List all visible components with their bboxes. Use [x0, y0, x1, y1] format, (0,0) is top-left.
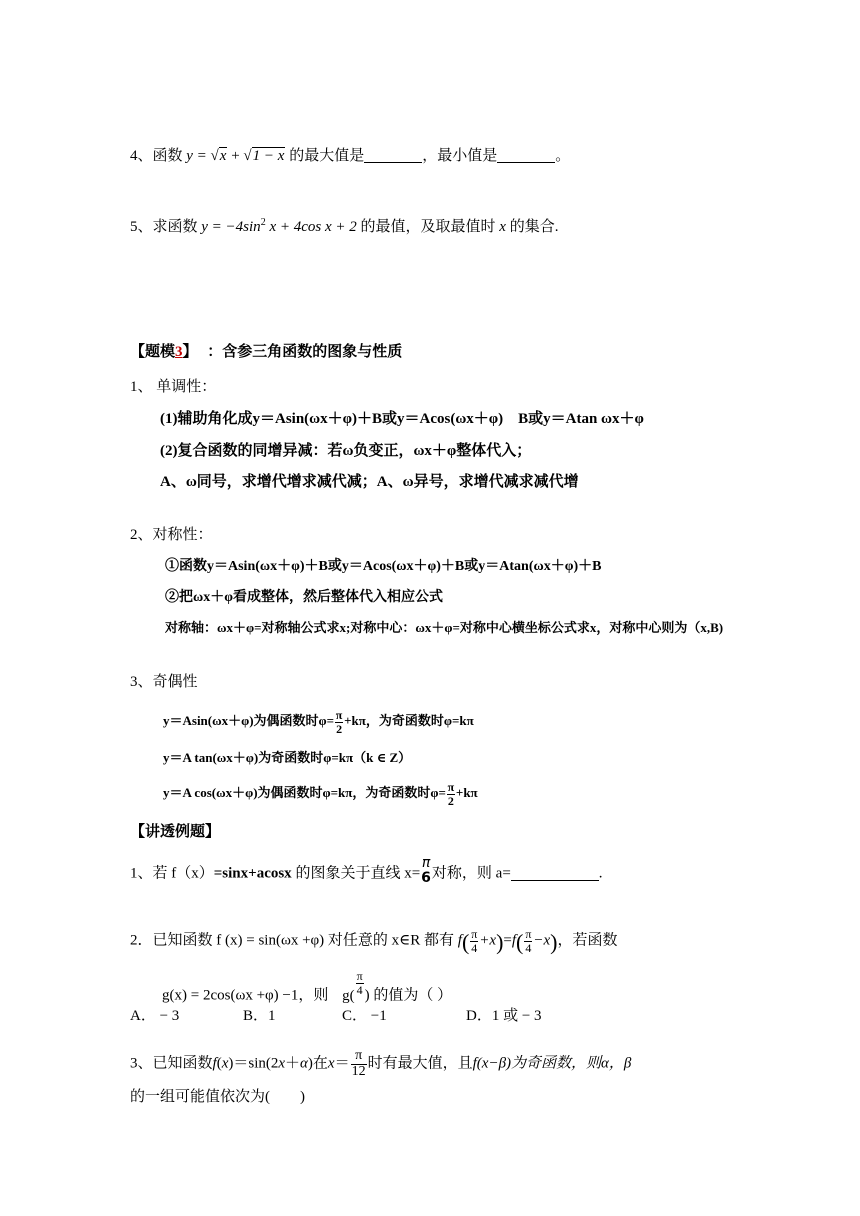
ex1-text-c: 的图象关于直线 x= [295, 865, 421, 882]
ex3-f: f [212, 1055, 217, 1072]
q5-sup: 2 [260, 217, 266, 228]
ex2-minus-x: −x [533, 932, 551, 949]
question-4 [130, 147, 570, 165]
parity-line-2: y＝A tan(ωx＋φ)为奇函数时φ=kπ（k ∈ Z） [163, 750, 412, 765]
q4-y-eq: y = [186, 148, 207, 164]
ex2-g-close: ) 的值为（ ） [364, 987, 453, 1004]
ex2-g-fraction: $\frac{\pi}{4}$ [356, 969, 363, 997]
ex3-odd: (x−β)为奇函数，则 [476, 1055, 602, 1072]
option-a[interactable]: A． − 3 [130, 1008, 180, 1024]
ex1-end: . [598, 865, 603, 882]
parity-l1-fraction: $\frac{\pi}{2}$ [335, 708, 343, 736]
ex3-text-a: 3、已知函数 [130, 1055, 213, 1072]
q4-max-blank[interactable] [364, 147, 422, 163]
example-3-line-2: 的一组可能值依次为( ) [130, 1089, 305, 1105]
q4-sqrt-1mx: √1 − x [243, 148, 285, 164]
ex2-eq: = [503, 932, 512, 949]
q4-end: 。 [555, 148, 571, 164]
ex1-answer-blank[interactable] [511, 865, 599, 881]
example-2: 2．已知函数 f (x) = sin(ωx +φ) 对任意的 x∈R 都有 f( $\frac{\pi}{4}$ +x)=f( $\frac{\pi}{4}$ −x)，若函数 [130, 927, 618, 955]
section-bracket-left: 【题模 [130, 344, 176, 360]
ex3-f2: f [472, 1055, 477, 1072]
symmetry-line-3: 对称轴：ωx＋φ=对称轴公式求x;对称中心：ωx＋φ=对称中心横坐标公式求x，对称中心则为（x,B) [165, 620, 724, 635]
q4-sqrt-x: √x [210, 148, 227, 164]
ex3-text-g: 时有最大值，且 [367, 1055, 473, 1072]
q4-prefix: 4、函数 [130, 148, 183, 164]
monotonic-line-2: (2)复合函数的同增异减：若ω负变正，ωx＋φ整体代入； [160, 443, 532, 459]
monotonic-heading: 1、 单调性： [130, 379, 217, 395]
parity-l1-text-a: y＝Asin(ωx＋φ)为偶函数时φ= [163, 713, 335, 729]
option-b[interactable]: B．1 [243, 1008, 276, 1024]
q5-x: x [499, 219, 506, 235]
symmetry-line-1: ①函数y＝Asin(ωx＋φ)＋B或y＝Acos(ωx＋φ)＋B或y＝Atan(ωx＋φ)＋B [165, 559, 602, 574]
parity-line-1 [163, 709, 474, 735]
ex3-alpha-beta: α，β [601, 1055, 632, 1072]
option-c[interactable]: C． −1 [342, 1008, 387, 1024]
option-d[interactable]: D．1 或 − 3 [466, 1008, 542, 1024]
ex3-sin: )＝sin(2 [228, 1055, 279, 1072]
q4-min-blank[interactable] [497, 147, 555, 163]
example-2-line-2 [162, 970, 452, 1005]
ex3-fraction: $\frac{\pi}{12}$ [351, 1048, 366, 1079]
monotonic-line-1: (1)辅助角化成y＝Asin(ωx＋φ)＋B或y＝Acos(ωx＋φ) B或y＝Atan ωx＋φ [160, 411, 644, 427]
ex2-f2: f [511, 932, 517, 949]
parity-l3-text-a: y＝A cos(ωx＋φ)为偶函数时φ=kπ，为奇函数时φ= [163, 785, 446, 801]
parity-l3-fraction: $\frac{\pi}{2}$ [447, 780, 455, 808]
section-bracket-right: 】 [182, 344, 198, 360]
ex2-g-text: g(x) = 2cos(ωx +φ) −1，则 [162, 987, 329, 1004]
section-number-link[interactable]: 3 [175, 344, 183, 360]
q5-text: 的最值，及取最值时 [360, 219, 496, 235]
parity-line-3 [163, 781, 478, 807]
ex2-plus-x: +x [479, 932, 497, 949]
parity-l3-text-b: +kπ [455, 785, 478, 801]
examples-heading: 【讲透例题】 [130, 824, 221, 840]
ex3-at: )在 [307, 1055, 328, 1072]
section-3-heading [130, 343, 402, 361]
ex3-x2: x [327, 1055, 335, 1072]
ex3-x: x [221, 1055, 229, 1072]
ex1-function: =sinx+acosx [213, 865, 292, 882]
q4-plus: + [231, 148, 240, 164]
monotonic-line-3: A、ω同号，求增代增求减代减；A、ω异号，求增代减求减代增 [160, 474, 579, 490]
ex2-text-a: 2．已知函数 f (x) = sin(ωx +φ) 对任意的 x∈R 都有 [130, 932, 455, 949]
q5-formula-a: y = −4sin [201, 219, 261, 235]
ex1-fraction: π 6 [421, 855, 431, 886]
q4-text2: ，最小值是 [422, 148, 498, 164]
q5-prefix: 5、求函数 [130, 219, 198, 235]
example-1 [130, 856, 603, 885]
parity-heading: 3、奇偶性 [130, 674, 198, 690]
ex3-eq: ＝ [334, 1055, 350, 1072]
ex3-alpha: α [300, 1055, 308, 1072]
ex3-paren: ( [216, 1055, 222, 1072]
symmetry-line-2: ②把ωx＋φ看成整体，然后整体代入相应公式 [165, 590, 443, 605]
ex2-frac-1: $\frac{\pi}{4}$ [471, 927, 478, 955]
example-3: 3、已知函数f(x)＝sin(2x＋α)在x＝ $\frac{\pi}{12}$ 时有最大值，且f(x−β)为奇函数，则α，β [130, 1048, 632, 1079]
q4-text1: 的最大值是 [289, 148, 365, 164]
ex2-f: f [457, 932, 462, 949]
q5-formula-b: x + 4cos x + 2 [265, 219, 357, 235]
ex2-g-open: g( [342, 987, 355, 1004]
question-5 [130, 217, 558, 236]
section-title: ：含参三角函数的图象与性质 [207, 344, 403, 360]
parity-l1-text-b: +kπ，为奇函数时φ=kπ [344, 713, 474, 729]
symmetry-heading: 2、对称性： [130, 527, 213, 543]
ex1-text-a: 1、若 f（x） [130, 865, 214, 882]
ex2-frac-2: $\frac{\pi}{4}$ [525, 927, 532, 955]
ex1-text-d: 对称，则 a= [431, 865, 511, 882]
ex2-text-b: ，若函数 [557, 932, 618, 949]
q5-end: 的集合. [509, 219, 559, 235]
ex3-plus: ＋ [285, 1055, 301, 1072]
